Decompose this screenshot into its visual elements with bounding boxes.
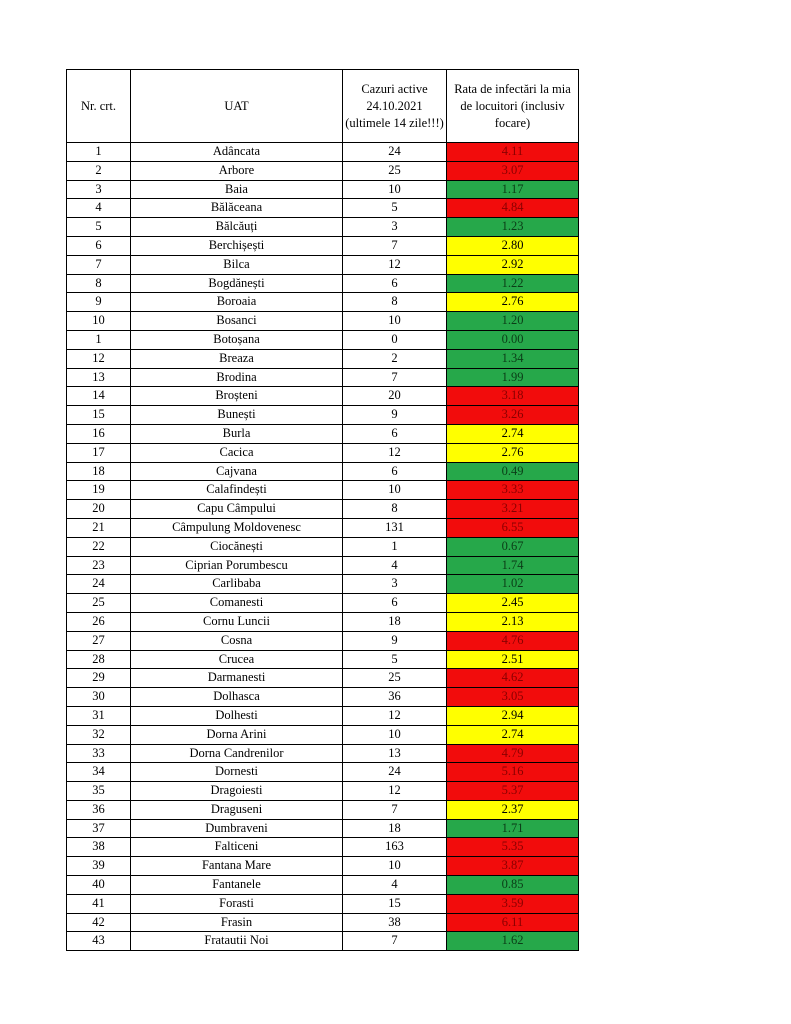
uat-infection-table [66, 69, 579, 951]
table-row [67, 330, 579, 349]
row-number: 8 [67, 274, 131, 293]
uat-name: Darmanesti [131, 669, 343, 688]
table-row [67, 349, 579, 368]
row-number: 18 [67, 462, 131, 481]
uat-name: Crucea [131, 650, 343, 669]
infection-rate: 1.23 [447, 218, 579, 237]
table-row [67, 518, 579, 537]
infection-rate: 2.13 [447, 612, 579, 631]
active-cases: 7 [343, 932, 447, 951]
infection-rate: 2.74 [447, 725, 579, 744]
row-number: 22 [67, 537, 131, 556]
row-number: 4 [67, 199, 131, 218]
header-rate: Rata de infectări la mia de locuitori (inclusiv focare) [447, 70, 579, 143]
row-number: 7 [67, 255, 131, 274]
uat-name: Cacica [131, 443, 343, 462]
row-number: 1 [67, 330, 131, 349]
table-row [67, 443, 579, 462]
active-cases: 38 [343, 913, 447, 932]
active-cases: 18 [343, 819, 447, 838]
uat-name: Dumbraveni [131, 819, 343, 838]
uat-name: Bilca [131, 255, 343, 274]
active-cases: 12 [343, 255, 447, 274]
active-cases: 25 [343, 161, 447, 180]
active-cases: 10 [343, 857, 447, 876]
active-cases: 6 [343, 594, 447, 613]
table-row [67, 424, 579, 443]
infection-rate: 2.76 [447, 293, 579, 312]
row-number: 37 [67, 819, 131, 838]
infection-rate: 3.59 [447, 894, 579, 913]
infection-rate: 2.80 [447, 236, 579, 255]
active-cases: 8 [343, 293, 447, 312]
infection-rate: 3.21 [447, 500, 579, 519]
infection-rate: 4.84 [447, 199, 579, 218]
active-cases: 4 [343, 876, 447, 895]
row-number: 42 [67, 913, 131, 932]
row-number: 5 [67, 218, 131, 237]
row-number: 35 [67, 782, 131, 801]
header-cases: Cazuri active 24.10.2021 (ultimele 14 zile!!!) [343, 70, 447, 143]
infection-rate: 2.74 [447, 424, 579, 443]
row-number: 28 [67, 650, 131, 669]
table-row [67, 706, 579, 725]
table-row [67, 725, 579, 744]
table-row [67, 218, 579, 237]
infection-rate: 2.76 [447, 443, 579, 462]
row-number: 6 [67, 236, 131, 255]
table-row [67, 575, 579, 594]
active-cases: 163 [343, 838, 447, 857]
row-number: 40 [67, 876, 131, 895]
active-cases: 13 [343, 744, 447, 763]
uat-name: Forasti [131, 894, 343, 913]
table-row [67, 236, 579, 255]
infection-rate: 3.18 [447, 387, 579, 406]
row-number: 15 [67, 406, 131, 425]
infection-rate: 6.11 [447, 913, 579, 932]
row-number: 36 [67, 800, 131, 819]
infection-rate: 1.02 [447, 575, 579, 594]
row-number: 1 [67, 143, 131, 162]
uat-name: Baia [131, 180, 343, 199]
active-cases: 8 [343, 500, 447, 519]
active-cases: 4 [343, 556, 447, 575]
table-row [67, 406, 579, 425]
uat-name: Dolhasca [131, 688, 343, 707]
infection-rate: 0.00 [447, 330, 579, 349]
active-cases: 0 [343, 330, 447, 349]
uat-name: Ciocănești [131, 537, 343, 556]
table-row [67, 387, 579, 406]
active-cases: 6 [343, 424, 447, 443]
infection-rate: 1.71 [447, 819, 579, 838]
table-row [67, 857, 579, 876]
table-row [67, 161, 579, 180]
table-row [67, 744, 579, 763]
active-cases: 20 [343, 387, 447, 406]
table-row [67, 800, 579, 819]
row-number: 38 [67, 838, 131, 857]
table-row [67, 688, 579, 707]
row-number: 9 [67, 293, 131, 312]
uat-name: Arbore [131, 161, 343, 180]
active-cases: 10 [343, 725, 447, 744]
uat-name: Fratautii Noi [131, 932, 343, 951]
row-number: 32 [67, 725, 131, 744]
infection-rate: 0.85 [447, 876, 579, 895]
row-number: 43 [67, 932, 131, 951]
infection-rate: 4.11 [447, 143, 579, 162]
row-number: 3 [67, 180, 131, 199]
infection-rate: 2.45 [447, 594, 579, 613]
infection-rate: 4.62 [447, 669, 579, 688]
table-row [67, 932, 579, 951]
infection-rate: 3.26 [447, 406, 579, 425]
uat-name: Frasin [131, 913, 343, 932]
uat-name: Calafindești [131, 481, 343, 500]
row-number: 31 [67, 706, 131, 725]
uat-name: Broșteni [131, 387, 343, 406]
uat-name: Brodina [131, 368, 343, 387]
row-number: 17 [67, 443, 131, 462]
uat-name: Boroaia [131, 293, 343, 312]
row-number: 34 [67, 763, 131, 782]
uat-name: Câmpulung Moldovenesc [131, 518, 343, 537]
row-number: 14 [67, 387, 131, 406]
table-row [67, 612, 579, 631]
uat-name: Bogdănești [131, 274, 343, 293]
infection-rate: 5.35 [447, 838, 579, 857]
uat-name: Cosna [131, 631, 343, 650]
table-row [67, 894, 579, 913]
table-row [67, 763, 579, 782]
row-number: 13 [67, 368, 131, 387]
uat-name: Botoșana [131, 330, 343, 349]
row-number: 2 [67, 161, 131, 180]
infection-rate: 3.87 [447, 857, 579, 876]
row-number: 20 [67, 500, 131, 519]
uat-name: Carlibaba [131, 575, 343, 594]
uat-name: Bunești [131, 406, 343, 425]
header-uat: UAT [131, 70, 343, 143]
uat-name: Dorna Arini [131, 725, 343, 744]
infection-rate: 1.17 [447, 180, 579, 199]
row-number: 16 [67, 424, 131, 443]
active-cases: 7 [343, 368, 447, 387]
row-number: 24 [67, 575, 131, 594]
table-row [67, 631, 579, 650]
header-nr: Nr. crt. [67, 70, 131, 143]
table-row [67, 368, 579, 387]
active-cases: 5 [343, 199, 447, 218]
active-cases: 18 [343, 612, 447, 631]
table-row [67, 876, 579, 895]
header-row [67, 70, 579, 143]
active-cases: 3 [343, 575, 447, 594]
row-number: 26 [67, 612, 131, 631]
active-cases: 7 [343, 236, 447, 255]
active-cases: 24 [343, 763, 447, 782]
table-row [67, 462, 579, 481]
uat-name: Falticeni [131, 838, 343, 857]
active-cases: 7 [343, 800, 447, 819]
table-row [67, 199, 579, 218]
row-number: 10 [67, 312, 131, 331]
table-row [67, 312, 579, 331]
active-cases: 12 [343, 782, 447, 801]
table-row [67, 819, 579, 838]
row-number: 12 [67, 349, 131, 368]
row-number: 39 [67, 857, 131, 876]
row-number: 29 [67, 669, 131, 688]
row-number: 30 [67, 688, 131, 707]
row-number: 21 [67, 518, 131, 537]
table-row [67, 669, 579, 688]
row-number: 25 [67, 594, 131, 613]
infection-rate: 1.99 [447, 368, 579, 387]
uat-name: Dragoiesti [131, 782, 343, 801]
infection-rate: 2.51 [447, 650, 579, 669]
uat-name: Ciprian Porumbescu [131, 556, 343, 575]
row-number: 19 [67, 481, 131, 500]
uat-name: Draguseni [131, 800, 343, 819]
table-row [67, 500, 579, 519]
infection-rate: 0.49 [447, 462, 579, 481]
uat-name: Comanesti [131, 594, 343, 613]
infection-rate: 1.62 [447, 932, 579, 951]
uat-name: Adâncata [131, 143, 343, 162]
infection-rate: 3.33 [447, 481, 579, 500]
infection-rate: 1.20 [447, 312, 579, 331]
row-number: 23 [67, 556, 131, 575]
table-row [67, 650, 579, 669]
active-cases: 10 [343, 481, 447, 500]
infection-rate: 2.37 [447, 800, 579, 819]
table-row [67, 143, 579, 162]
infection-rate: 0.67 [447, 537, 579, 556]
active-cases: 131 [343, 518, 447, 537]
table-row [67, 594, 579, 613]
active-cases: 10 [343, 180, 447, 199]
uat-name: Bosanci [131, 312, 343, 331]
active-cases: 24 [343, 143, 447, 162]
infection-rate: 4.79 [447, 744, 579, 763]
active-cases: 6 [343, 274, 447, 293]
infection-rate: 6.55 [447, 518, 579, 537]
row-number: 41 [67, 894, 131, 913]
active-cases: 25 [343, 669, 447, 688]
table-row [67, 180, 579, 199]
active-cases: 36 [343, 688, 447, 707]
table-row [67, 556, 579, 575]
active-cases: 9 [343, 631, 447, 650]
table-row [67, 481, 579, 500]
infection-rate: 3.05 [447, 688, 579, 707]
infection-rate: 5.37 [447, 782, 579, 801]
table-row [67, 274, 579, 293]
uat-name: Cornu Luncii [131, 612, 343, 631]
infection-rate: 4.76 [447, 631, 579, 650]
uat-name: Dolhesti [131, 706, 343, 725]
infection-rate: 3.07 [447, 161, 579, 180]
active-cases: 6 [343, 462, 447, 481]
uat-name: Bălăceana [131, 199, 343, 218]
uat-name: Cajvana [131, 462, 343, 481]
active-cases: 3 [343, 218, 447, 237]
uat-name: Berchișești [131, 236, 343, 255]
infection-rate: 5.16 [447, 763, 579, 782]
table-row [67, 913, 579, 932]
row-number: 27 [67, 631, 131, 650]
uat-name: Dornesti [131, 763, 343, 782]
active-cases: 12 [343, 443, 447, 462]
infection-rate: 2.94 [447, 706, 579, 725]
infection-rate: 1.34 [447, 349, 579, 368]
active-cases: 15 [343, 894, 447, 913]
infection-rate: 1.22 [447, 274, 579, 293]
row-number: 33 [67, 744, 131, 763]
active-cases: 9 [343, 406, 447, 425]
table-row [67, 782, 579, 801]
infection-rate: 1.74 [447, 556, 579, 575]
active-cases: 5 [343, 650, 447, 669]
uat-name: Bălcăuți [131, 218, 343, 237]
uat-name: Dorna Candrenilor [131, 744, 343, 763]
uat-name: Fantana Mare [131, 857, 343, 876]
active-cases: 10 [343, 312, 447, 331]
table-row [67, 838, 579, 857]
active-cases: 1 [343, 537, 447, 556]
uat-name: Fantanele [131, 876, 343, 895]
table-row [67, 293, 579, 312]
uat-name: Capu Câmpului [131, 500, 343, 519]
active-cases: 2 [343, 349, 447, 368]
table-row [67, 537, 579, 556]
table-body [67, 143, 579, 951]
active-cases: 12 [343, 706, 447, 725]
table-row [67, 255, 579, 274]
uat-name: Breaza [131, 349, 343, 368]
uat-name: Burla [131, 424, 343, 443]
infection-rate: 2.92 [447, 255, 579, 274]
